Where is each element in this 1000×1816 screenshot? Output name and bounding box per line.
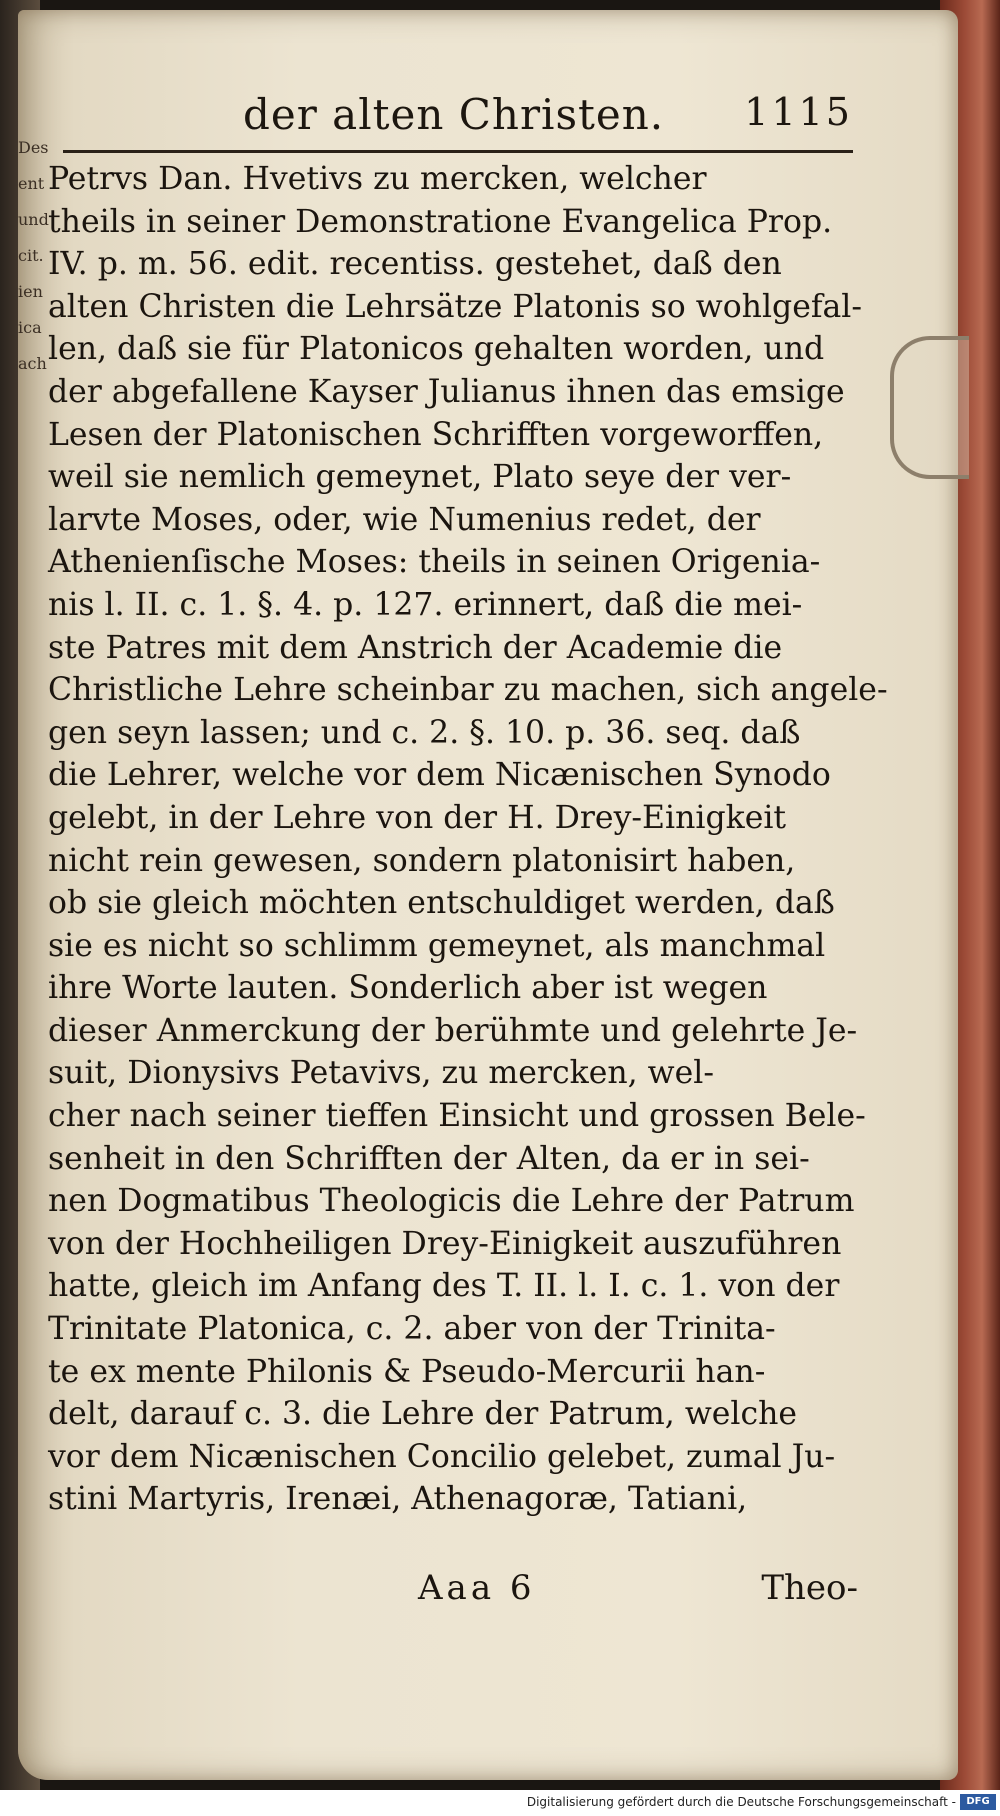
text-line: Lesen der Platonischen Schrifften vorgeworffen,	[48, 416, 824, 453]
text-line: ihre Worte lauten. Sonderlich aber ist wegen	[48, 970, 768, 1007]
catchword: Theo-	[761, 1568, 858, 1608]
margin-note: ent	[18, 174, 45, 193]
text-line: theils in seiner Demonstratione Evangelica Prop.	[48, 203, 833, 240]
text-line: suit, Dionysivs Petavivs, zu mercken, wel-	[48, 1055, 714, 1092]
text-line: alten Christen die Lehrsätze Platonis so wohlgefal-	[48, 288, 863, 325]
margin-note: ach	[18, 354, 47, 373]
page-footer	[48, 1568, 858, 1618]
page-number: 1115	[744, 90, 853, 134]
text-line: nis l. II. c. 1. §. 4. p. 127. erinnert, daß die mei-	[48, 586, 803, 623]
text-line: gen seyn lassen; und c. 2. §. 10. p. 36. seq. daß	[48, 714, 801, 751]
margin-note: cit.	[18, 246, 44, 265]
digitization-credit: Digitalisierung gefördert durch die Deutsche Forschungsgemeinschaft -	[526, 1795, 956, 1809]
text-line: Trinitate Platonica, c. 2. aber von der Trinita-	[48, 1311, 776, 1348]
margin-note: ien	[18, 282, 43, 301]
gathering-signature: Aaa 6	[418, 1568, 536, 1608]
text-line: von der Hochheiligen Drey-Einigkeit auszuführen	[48, 1225, 842, 1262]
book-page	[18, 10, 958, 1780]
page-header	[63, 80, 853, 160]
text-line: weil sie nemlich gemeynet, Plato seye der ver-	[48, 459, 792, 496]
body-text	[48, 158, 888, 1521]
margin-note: ica	[18, 318, 42, 337]
running-head: der alten Christen.	[243, 90, 665, 139]
text-line: der abgefallene Kayser Julianus ihnen das emsige	[48, 373, 845, 410]
text-line: Petrvs Dan. Hvetivs zu mercken, welcher	[48, 161, 707, 197]
text-line: ste Patres mit dem Anstrich der Academie die	[48, 629, 783, 666]
text-line: dieser Anmerckung der berühmte und gelehrte Je-	[48, 1012, 858, 1049]
text-line: hatte, gleich im Anfang des T. II. l. I. c. 1. von der	[48, 1268, 840, 1305]
text-line: larvte Moses, oder, wie Numenius redet, der	[48, 501, 761, 538]
text-line: len, daß sie für Platonicos gehalten worden, und	[48, 331, 825, 368]
text-line: senheit in den Schrifften der Alten, da er in sei-	[48, 1140, 810, 1177]
credit-bar	[0, 1790, 1000, 1816]
dfg-logo: DFG	[960, 1794, 996, 1810]
text-line: die Lehrer, welche vor dem Nicænischen Synodo	[48, 757, 831, 794]
text-line: Christliche Lehre scheinbar zu machen, sich angele-	[48, 672, 888, 709]
text-line: delt, darauf c. 3. die Lehre der Patrum, welche	[48, 1396, 798, 1433]
text-line: cher nach seiner tieffen Einsicht und grossen Bele-	[48, 1098, 866, 1135]
text-line: IV. p. m. 56. edit. recentiss. gestehet, daß den	[48, 246, 782, 283]
text-line: nen Dogmatibus Theologicis die Lehre der Patrum	[48, 1183, 855, 1220]
text-line: vor dem Nicænischen Concilio gelebet, zumal Ju-	[48, 1438, 836, 1475]
text-line: sie es nicht so schlimm gemeynet, als manchmal	[48, 927, 826, 964]
text-line: Athenienſische Moses: theils in seinen Origenia-	[48, 544, 821, 581]
text-line: te ex mente Philonis & Pseudo-Mercurii han-	[48, 1353, 766, 1390]
margin-note: und	[18, 210, 49, 229]
text-line: stini Martyris, Irenæi, Athenagoræ, Tatiani,	[48, 1481, 748, 1518]
text-line: gelebt, in der Lehre von der H. Drey-Einigkeit	[48, 799, 787, 836]
page-tab-marker	[890, 336, 969, 479]
header-rule	[63, 150, 853, 153]
text-line: ob sie gleich möchten entschuldiget werden, daß	[48, 885, 835, 922]
text-line: nicht rein gewesen, sondern platonisirt haben,	[48, 842, 796, 879]
margin-note: Des	[18, 138, 49, 157]
